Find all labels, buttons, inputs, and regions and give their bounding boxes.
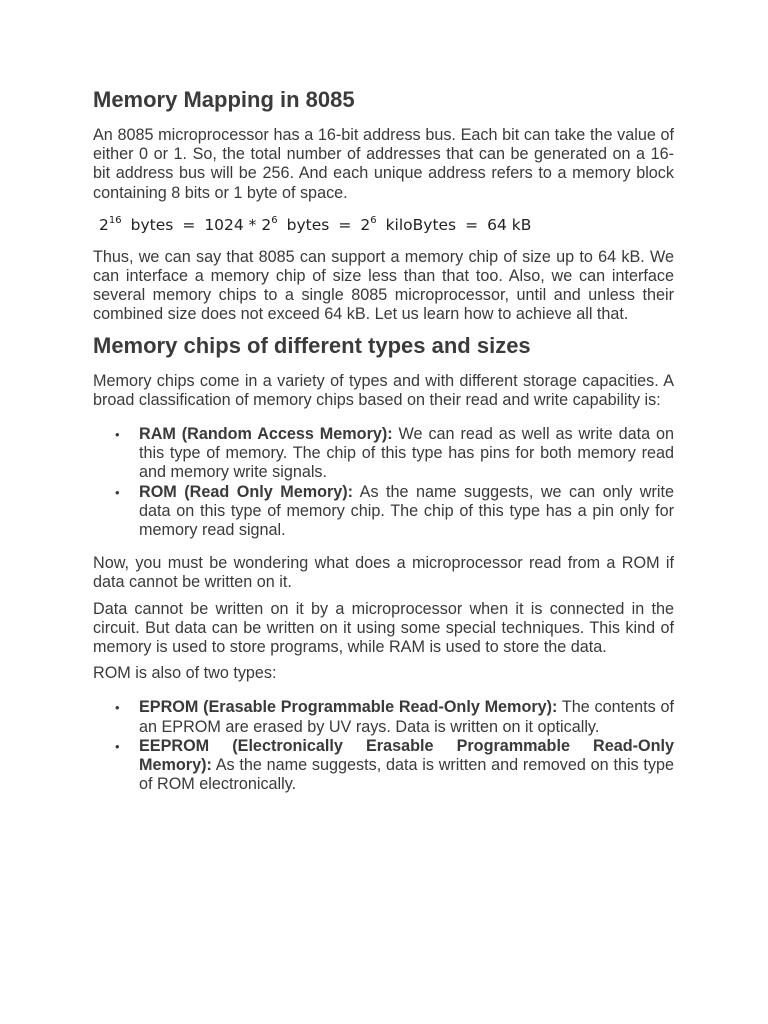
formula-unit3: kiloBytes xyxy=(385,215,457,234)
formula-eq3: = xyxy=(465,215,479,234)
formula-mult: 1024 * 2 xyxy=(204,215,272,234)
list-item-eprom xyxy=(115,698,675,736)
list-ram-rom xyxy=(93,425,674,540)
term-eprom: EPROM (Erasable Programmable Read-Only Memory): xyxy=(139,698,558,717)
paragraph-classification: Memory chips come in a variety of types and with different storage capacities. A broad classification of memory chips based on their read and write capability is: xyxy=(93,371,674,409)
formula-result: 64 kB xyxy=(487,215,532,234)
heading-memory-chips: Memory chips of different types and sizes xyxy=(93,332,531,358)
term-eeprom: EEPROM (Electronically Erasable Programmable Read-Only Memory): xyxy=(139,736,674,775)
list-item-ram xyxy=(115,425,674,483)
paragraph-rom-question: Now, you must be wondering what does a microprocessor read from a ROM if data cannot be written on it. xyxy=(93,554,674,592)
formula-exp1: 16 xyxy=(108,214,122,226)
paragraph-rom-types: ROM is also of two types: xyxy=(93,664,277,683)
formula-exp3: 6 xyxy=(370,214,377,226)
bullet-icon: • xyxy=(115,738,120,754)
formula-eq1: = xyxy=(182,215,196,234)
formula-exp2: 6 xyxy=(271,214,278,226)
formula-base1: 2 xyxy=(99,215,109,234)
paragraph-64kb-support: Thus, we can say that 8085 can support a memory chip of size up to 64 kB. We can interface a memory chip of size less than that too. Also, we can interface several memory chips to a single 8085 microprocessor, until and unless their combined size does not exceed 64 kB. Let us learn how to achieve all that. xyxy=(93,247,674,324)
desc-ram: We can read as well as write data on this type of memory. The chip of this type has pins for both memory read and memory write signals. xyxy=(139,425,674,482)
formula-memory-size xyxy=(99,214,674,236)
list-eprom-eeprom xyxy=(93,698,674,794)
desc-rom: As the name suggests, we can only write data on this type of memory chip. The chip of this type has a pin only for memory read signal. xyxy=(139,482,674,540)
desc-eeprom: As the name suggests, data is written and removed on this type of ROM electronically. xyxy=(139,756,674,794)
bullet-icon: • xyxy=(115,700,120,716)
term-rom: ROM (Read Only Memory): xyxy=(139,482,354,501)
formula-eq2: = xyxy=(338,215,352,234)
desc-eprom: The contents of an EPROM are erased by UV rays. Data is written on it optically. xyxy=(139,698,675,736)
formula-base3: 2 xyxy=(360,215,371,234)
list-item-eeprom xyxy=(115,736,674,795)
document-page xyxy=(93,86,674,808)
list-item-rom xyxy=(115,482,674,541)
term-ram: RAM (Random Access Memory): xyxy=(139,425,393,444)
formula-unit2: bytes xyxy=(286,215,330,234)
bullet-icon: • xyxy=(115,484,120,500)
bullet-icon: • xyxy=(115,427,120,443)
paragraph-address-bus: An 8085 microprocessor has a 16-bit address bus. Each bit can take the value of either 0 or 1. So, the total number of addresses that can be generated on a 16-bit address bus will be 256. And each unique address refers to a memory block containing 8 bits or 1 byte of space. xyxy=(93,126,674,202)
heading-memory-mapping: Memory Mapping in 8085 xyxy=(93,87,355,112)
formula-unit1: bytes xyxy=(130,215,174,234)
paragraph-rom-write: Data cannot be written on it by a microprocessor when it is connected in the circuit. But data can be written on it using some special techniques. This kind of memory is used to store programs, while RAM is used to store the data. xyxy=(93,599,674,657)
